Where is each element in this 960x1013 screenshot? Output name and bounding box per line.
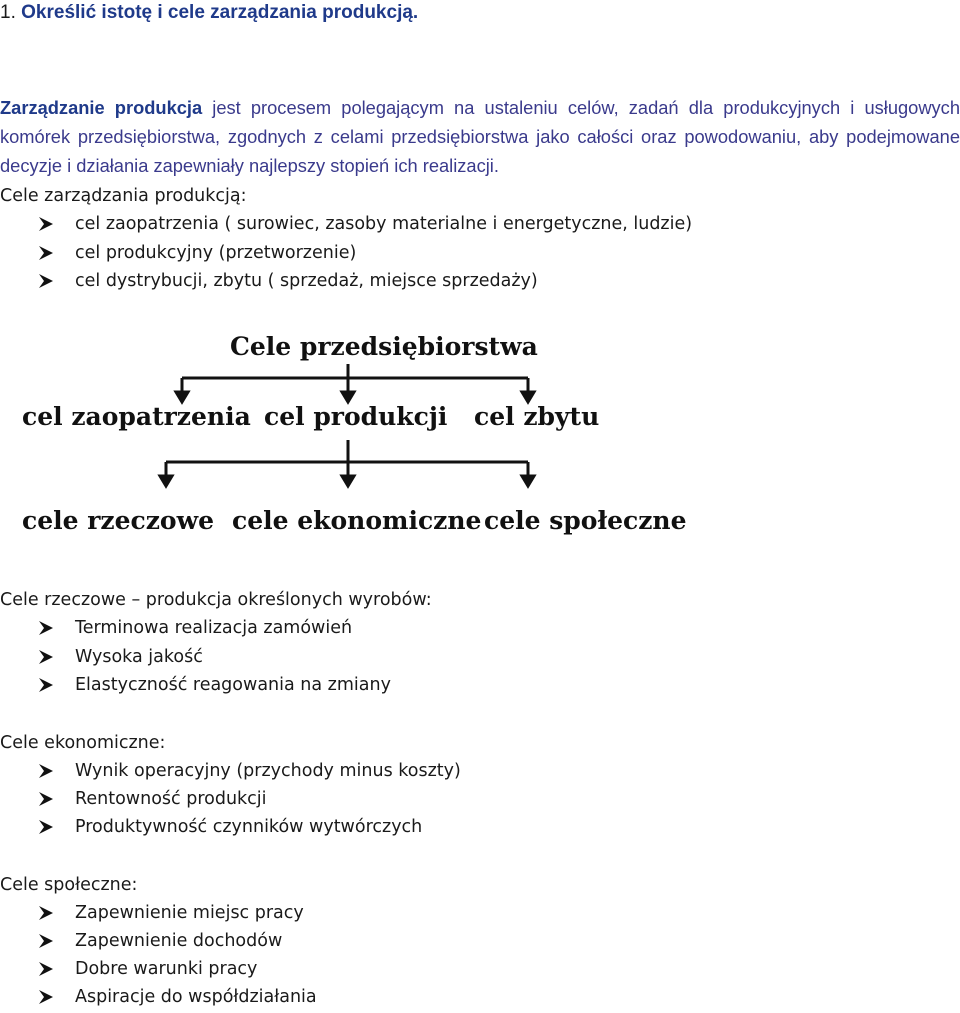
arrowhead-bullet-icon [38, 216, 54, 232]
list-item-label: cel dystrybucji, zbytu ( sprzedaż, miejsce sprzedaży) [75, 271, 538, 291]
list-item [38, 271, 538, 291]
list-item-label: Produktywność czynników wytwórczych [75, 817, 423, 837]
arrowhead-bullet-icon [38, 905, 54, 921]
list-item [38, 761, 461, 781]
list-item-label: Terminowa realizacja zamówień [75, 618, 353, 638]
diagram-level2-economic: cele ekonomiczne [232, 506, 482, 535]
material-goals-title: Cele rzeczowe – produkcja określonych wyrobów: [0, 590, 432, 610]
list-item-label: Zapewnienie dochodów [75, 931, 283, 951]
economic-goals-title: Cele ekonomiczne: [0, 733, 166, 753]
list-item-label: Zapewnienie miejsc pracy [75, 903, 304, 923]
list-item [38, 959, 257, 979]
arrowhead-bullet-icon [38, 961, 54, 977]
list-item-label: Aspiracje do współdziałania [75, 987, 317, 1007]
diagram-level1-supply: cel zaopatrzenia [22, 402, 251, 431]
goals-section-title: Cele zarządzania produkcją: [0, 186, 247, 206]
diagram-root: Cele przedsiębiorstwa [230, 332, 538, 361]
list-item [38, 817, 422, 837]
page-heading [0, 2, 418, 24]
list-item [38, 987, 317, 1007]
heading-number: 1. [0, 2, 16, 23]
list-item-label: Wysoka jakość [75, 647, 203, 667]
list-item [38, 931, 282, 951]
arrowhead-bullet-icon [38, 677, 54, 693]
list-item [38, 675, 391, 695]
list-item-label: Wynik operacyjny (przychody minus koszty) [75, 761, 461, 781]
arrowhead-bullet-icon [38, 763, 54, 779]
arrowhead-bullet-icon [38, 819, 54, 835]
diagram-level1-production: cel produkcji [264, 402, 448, 431]
list-item [38, 903, 304, 923]
goals-hierarchy-diagram [0, 320, 700, 550]
arrowhead-bullet-icon [38, 649, 54, 665]
list-item-label: Elastyczność reagowania na zmiany [75, 675, 391, 695]
heading-title: Określić istotę i cele zarządzania produkcją. [21, 2, 419, 23]
list-item [38, 618, 352, 638]
arrowhead-bullet-icon [38, 273, 54, 289]
list-item [38, 647, 203, 667]
arrowhead-bullet-icon [38, 933, 54, 949]
list-item [38, 789, 267, 809]
diagram-level2-social: cele społeczne [484, 506, 687, 535]
list-item-label: cel produkcyjny (przetworzenie) [75, 243, 357, 263]
arrowhead-bullet-icon [38, 620, 54, 636]
arrowhead-bullet-icon [38, 245, 54, 261]
arrowhead-bullet-icon [38, 791, 54, 807]
intro-paragraph [0, 93, 960, 180]
diagram-level1-sales: cel zbytu [474, 402, 600, 431]
list-item [38, 214, 692, 234]
list-item-label: Rentowność produkcji [75, 789, 267, 809]
diagram-level2-material: cele rzeczowe [22, 506, 215, 535]
intro-term: Zarządzanie produkcja [0, 97, 203, 118]
list-item-label: cel zaopatrzenia ( surowiec, zasoby materialne i energetyczne, ludzie) [75, 214, 693, 234]
list-item [38, 243, 356, 263]
list-item-label: Dobre warunki pracy [75, 959, 258, 979]
social-goals-title: Cele społeczne: [0, 875, 138, 895]
intro-definition: jest procesem polegającym na ustaleniu celów, zadań dla produkcyjnych i usługowych komórek przedsiębiorstwa, zgodnych z celami przedsiębiorstwa jako całości oraz powodowaniu, aby podejmowane decyzje i działania zapewniały najlepszy stopień ich realizacji. [0, 97, 960, 176]
arrowhead-bullet-icon [38, 989, 54, 1005]
